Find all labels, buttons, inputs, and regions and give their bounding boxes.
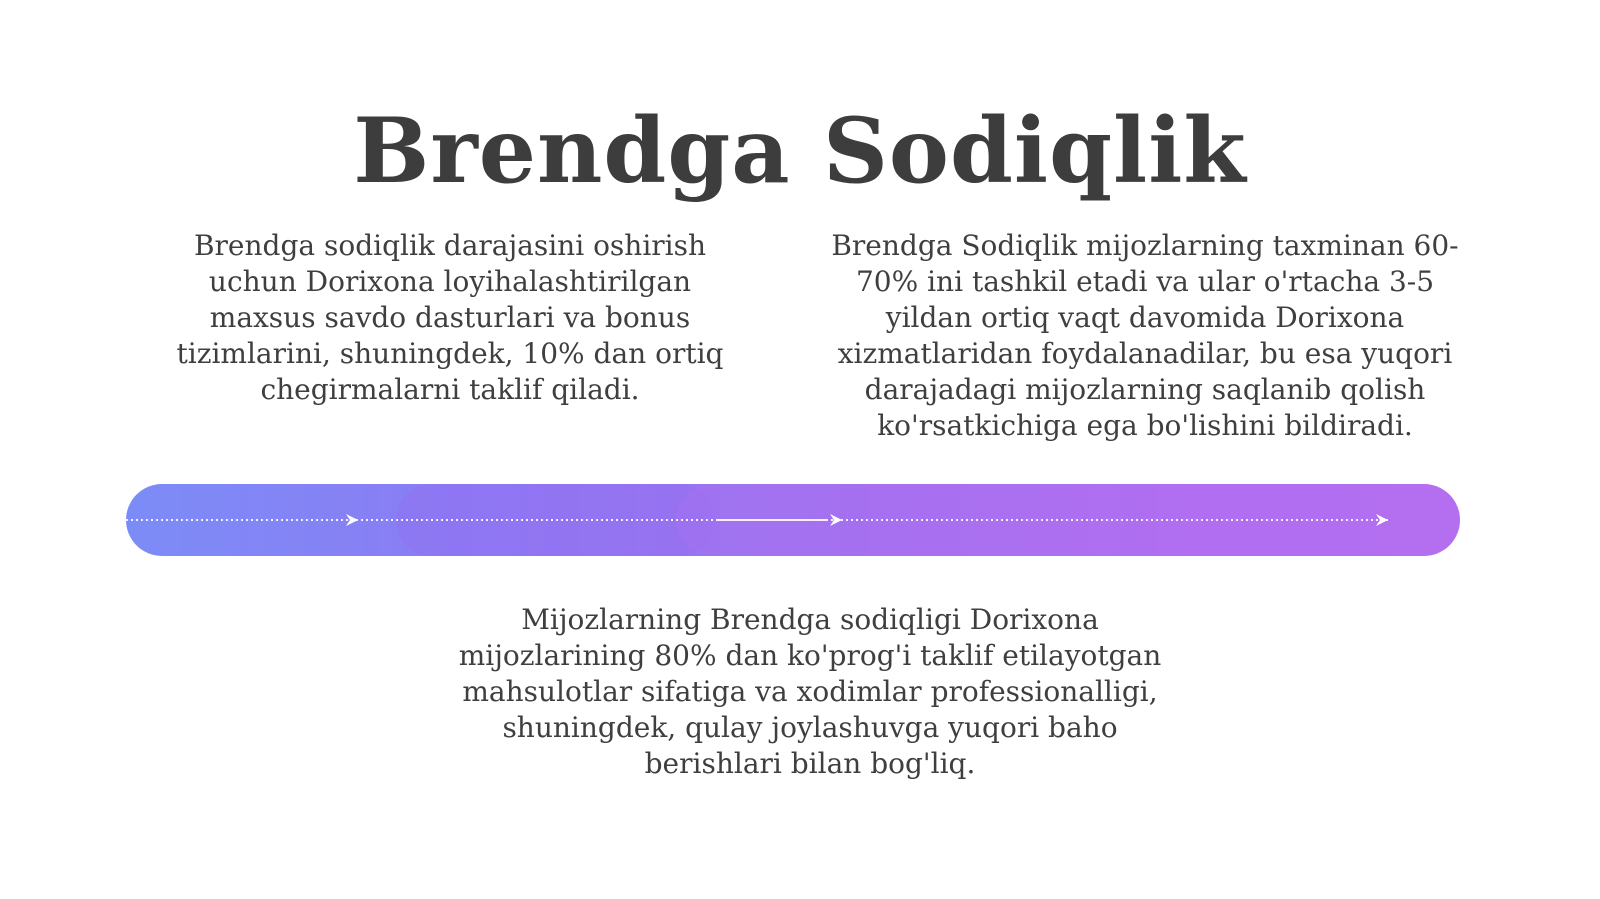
timeline-bar: [126, 484, 1460, 556]
paragraph-bottom: Mijozlarning Brendga sodiqligi Dorixona mijozlarining 80% dan ko'prog'i taklif etilayotgan mahsulotlar sifatiga va xodimlar professionalligi, shuningdek, qulay joylashuvga yuqori baho berishlari bilan bog'liq.: [458, 603, 1162, 780]
paragraph-right: Brendga Sodiqlik mijozlarning taxminan 60-70% ini tashkil etadi va ular o'rtacha 3-5 yildan ortiq vaqt davomida Dorixona xizmatlaridan foydalanadilar, bu esa yuqori darajadagi mijozlarning saqlanib qolish ko'rsatkichiga ega bo'lishini bildiradi.: [831, 229, 1459, 442]
paragraph-left: Brendga sodiqlik darajasini oshirish uchun Dorixona loyihalashtirilgan maxsus savdo dasturlari va bonus tizimlarini, shuningdek, 10% dan ortiq chegirmalarni taklif qiladi.: [176, 229, 724, 406]
timeline-arrows: [126, 484, 1460, 556]
page-title: Brendga Sodiqlik: [353, 98, 1247, 205]
